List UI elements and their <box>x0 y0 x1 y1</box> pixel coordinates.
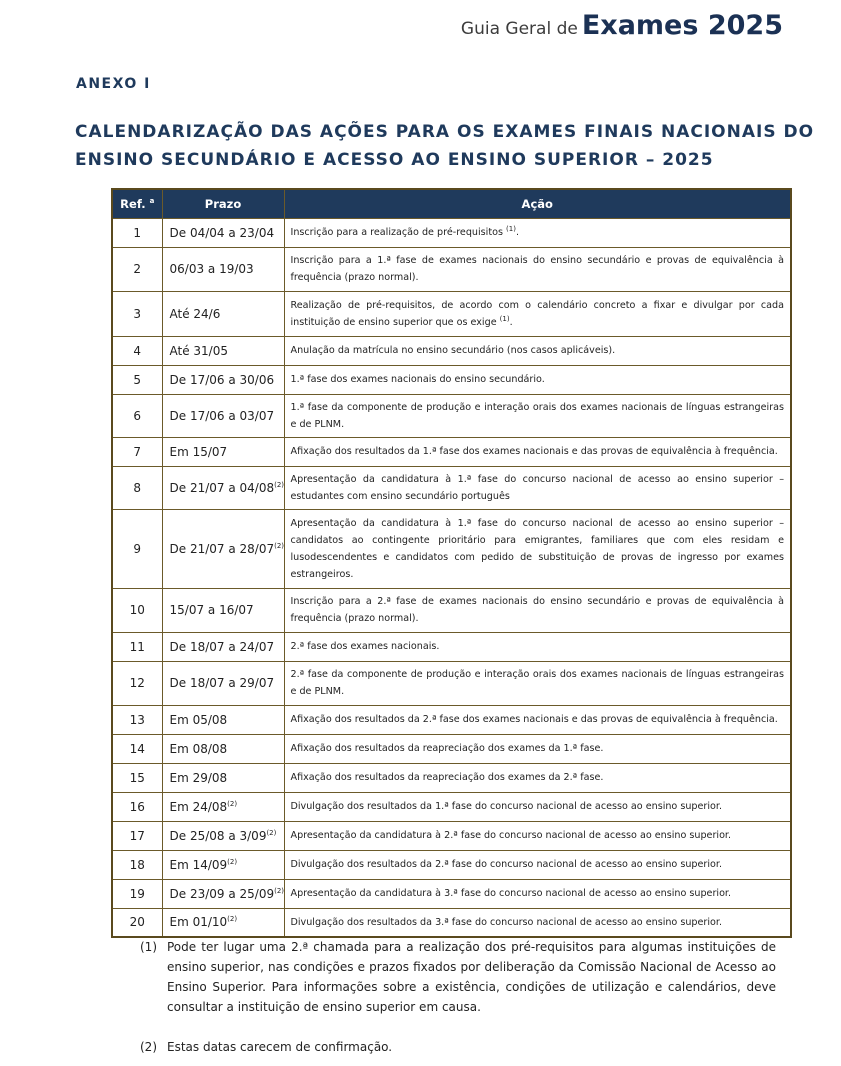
prazo-text: De 21/07 a 28/07 <box>169 541 275 556</box>
ref-cell: 1 <box>112 218 162 247</box>
table-row <box>112 437 791 466</box>
table-row <box>112 850 791 879</box>
prazo-text: 06/03 a 19/03 <box>169 262 254 276</box>
acao-cell <box>284 466 791 509</box>
table-row <box>112 734 791 763</box>
prazo-text: De 21/07 a 04/08 <box>169 480 275 495</box>
acao-cell <box>284 908 791 937</box>
ref-cell: 13 <box>112 705 162 734</box>
footnotes <box>140 937 776 1057</box>
prazo-cell <box>162 466 284 509</box>
acao-text: Afixação dos resultados da reapreciação dos exames da 1.ª fase. <box>290 743 604 754</box>
table-row <box>112 466 791 509</box>
ref-cell: 8 <box>112 466 162 509</box>
acao-text: Divulgação dos resultados da 3.ª fase do concurso nacional de acesso ao ensino superior. <box>290 916 723 928</box>
table-row <box>112 218 791 247</box>
prazo-note: (2) <box>227 915 238 924</box>
acao-cell <box>284 588 791 632</box>
table-row <box>112 908 791 937</box>
prazo-text: Em 05/08 <box>169 712 228 727</box>
header-prefix: Guia Geral de <box>460 19 578 39</box>
footnote-text: Pode ter lugar uma 2.ª chamada para a realização dos pré-requisitos para algumas instituições de ensino superior, nas condições e prazos fixados por deliberação da Comissão Nacional de Acesso ao Ensino Superior. Para informações sobre a existência, condições de utilização e calendários, deve consultar a instituição de ensino superior em causa. <box>167 940 776 1014</box>
acao-cell <box>284 879 791 908</box>
ref-cell: 12 <box>112 661 162 705</box>
acao-cell <box>284 218 791 247</box>
ref-cell: 16 <box>112 792 162 821</box>
footnote-text: Estas datas carecem de confirmação. <box>167 1040 393 1054</box>
ref-cell: 10 <box>112 588 162 632</box>
prazo-text: De 17/06 a 30/06 <box>169 372 275 387</box>
acao-cell <box>284 247 791 291</box>
acao-cell <box>284 291 791 336</box>
acao-cell <box>284 394 791 437</box>
header-title: Exames 2025 <box>581 10 783 41</box>
prazo-text: Em 15/07 <box>169 444 228 459</box>
prazo-cell <box>162 218 284 247</box>
prazo-note: (2) <box>274 480 285 489</box>
acao-note: (1) <box>499 314 510 323</box>
acao-cell <box>284 705 791 734</box>
acao-cell <box>284 734 791 763</box>
table-row <box>112 509 791 588</box>
acao-cell <box>284 632 791 661</box>
acao-text: 2.ª fase dos exames nacionais. <box>290 641 440 652</box>
footnote-number: (1) <box>140 940 157 954</box>
prazo-cell <box>162 365 284 394</box>
acao-cell <box>284 336 791 365</box>
acao-cell <box>284 763 791 792</box>
ref-cell: 15 <box>112 763 162 792</box>
prazo-text: De 17/06 a 03/07 <box>169 408 275 423</box>
acao-cell <box>284 365 791 394</box>
column-header-ref: Ref. $^a$ <box>112 189 162 218</box>
prazo-cell <box>162 291 284 336</box>
ref-cell: 17 <box>112 821 162 850</box>
prazo-text: De 23/09 a 25/09 <box>169 886 275 901</box>
ref-cell: 4 <box>112 336 162 365</box>
acao-text: Divulgação dos resultados da 2.ª fase do concurso nacional de acesso ao ensino superior. <box>290 859 723 870</box>
table-row <box>112 661 791 705</box>
prazo-cell <box>162 908 284 937</box>
table-row <box>112 821 791 850</box>
table-row <box>112 705 791 734</box>
acao-text: Apresentação da candidatura à 1.ª fase do concurso nacional de acesso ao ensino superior – estudantes com ensino secundário português <box>290 473 784 502</box>
calendar-table <box>111 188 792 938</box>
acao-text: 1.ª fase dos exames nacionais do ensino secundário. <box>290 374 545 385</box>
acao-text: Anulação da matrícula no ensino secundário (nos casos aplicáveis). <box>290 345 616 356</box>
ref-cell: 20 <box>112 908 162 937</box>
prazo-cell <box>162 437 284 466</box>
acao-cell <box>284 850 791 879</box>
prazo-note: (2) <box>227 857 238 866</box>
prazo-cell <box>162 509 284 588</box>
prazo-cell <box>162 850 284 879</box>
acao-text: Inscrição para a 2.ª fase de exames nacionais do ensino secundário e provas de equivalência à frequência (prazo normal). <box>290 596 784 624</box>
prazo-cell <box>162 632 284 661</box>
prazo-cell <box>162 763 284 792</box>
prazo-cell <box>162 705 284 734</box>
prazo-note: (2) <box>227 799 238 808</box>
acao-cell <box>284 437 791 466</box>
acao-text: Inscrição para a realização de pré-requisitos <box>290 227 503 238</box>
acao-note: (1) <box>506 224 516 233</box>
prazo-cell <box>162 734 284 763</box>
table-header-row <box>112 189 791 218</box>
ref-cell: 3 <box>112 291 162 336</box>
prazo-text: Em 01/10 <box>169 915 228 930</box>
table-row <box>112 632 791 661</box>
prazo-text: Em 08/08 <box>169 741 228 756</box>
column-header-acao: Ação <box>284 189 791 218</box>
prazo-text: Em 29/08 <box>169 770 228 785</box>
table-row <box>112 336 791 365</box>
prazo-text: De 04/04 a 23/04 <box>169 225 275 240</box>
acao-text: Afixação dos resultados da 2.ª fase dos exames nacionais e das provas de equivalência à frequência. <box>290 714 778 725</box>
ref-cell: 9 <box>112 509 162 588</box>
ref-cell: 11 <box>112 632 162 661</box>
table-row <box>112 588 791 632</box>
prazo-cell <box>162 247 284 291</box>
table-row <box>112 247 791 291</box>
acao-text: 1.ª fase da componente de produção e interação orais dos exames nacionais de línguas estrangeiras e de PLNM. <box>290 401 784 430</box>
acao-text: 2.ª fase da componente de produção e interação orais dos exames nacionais de línguas estrangeiras e de PLNM. <box>290 669 784 697</box>
ref-cell: 7 <box>112 437 162 466</box>
ref-cell: 14 <box>112 734 162 763</box>
ref-cell: 5 <box>112 365 162 394</box>
prazo-text: Até 31/05 <box>169 343 228 358</box>
acao-text: Inscrição para a 1.ª fase de exames nacionais do ensino secundário e provas de equivalência à frequência (prazo normal). <box>290 255 784 283</box>
acao-text: Apresentação da candidatura à 1.ª fase do concurso nacional de acesso ao ensino superior – candidatos ao contingente prioritário para emigrantes, familiares que com eles residam e lusodescendentes e candidatos com pedido de substituição de provas de ingresso por exames estrangeiros. <box>290 517 784 580</box>
footnote <box>140 1037 776 1057</box>
acao-text: Apresentação da candidatura à 2.ª fase do concurso nacional de acesso ao ensino superior. <box>290 830 732 841</box>
footnote <box>140 937 776 1017</box>
footnote-number: (2) <box>140 1040 157 1054</box>
prazo-note: (2) <box>274 541 285 550</box>
prazo-text: Em 24/08 <box>169 799 228 814</box>
acao-text: Afixação dos resultados da reapreciação dos exames da 2.ª fase. <box>290 772 604 783</box>
prazo-text: De 25/08 a 3/09 <box>169 828 267 843</box>
ref-cell: 6 <box>112 394 162 437</box>
prazo-note: (2) <box>266 828 277 837</box>
acao-cell <box>284 792 791 821</box>
prazo-text: De 18/07 a 29/07 <box>169 676 275 690</box>
prazo-text: De 18/07 a 24/07 <box>169 639 275 654</box>
table-row <box>112 394 791 437</box>
prazo-cell <box>162 336 284 365</box>
acao-text: Apresentação da candidatura à 3.ª fase do concurso nacional de acesso ao ensino superior. <box>290 888 732 899</box>
table-row <box>112 792 791 821</box>
prazo-cell <box>162 792 284 821</box>
prazo-cell <box>162 879 284 908</box>
prazo-note: (2) <box>274 886 285 895</box>
page-title: CALENDARIZAÇÃO DAS AÇÕES PARA OS EXAMES FINAIS NACIONAIS DO ENSINO SECUNDÁRIO E ACESSO AO ENSINO SUPERIOR – 2025 <box>75 122 815 170</box>
ref-cell: 19 <box>112 879 162 908</box>
prazo-cell <box>162 821 284 850</box>
annex-label: ANEXO I <box>76 76 151 92</box>
acao-cell <box>284 509 791 588</box>
table-row <box>112 365 791 394</box>
acao-text: Realização de pré-requisitos, de acordo com o calendário concreto a fixar e divulgar por cada instituição de ensino superior que os exige <box>290 299 784 328</box>
table-row <box>112 879 791 908</box>
prazo-text: Em 14/09 <box>169 857 228 872</box>
table-row <box>112 763 791 792</box>
ref-cell: 18 <box>112 850 162 879</box>
prazo-cell <box>162 588 284 632</box>
column-header-prazo: Prazo <box>162 189 284 218</box>
ref-cell: 2 <box>112 247 162 291</box>
acao-text: Divulgação dos resultados da 1.ª fase do concurso nacional de acesso ao ensino superior. <box>290 801 723 812</box>
table-row <box>112 291 791 336</box>
acao-end: . <box>515 227 520 238</box>
acao-cell <box>284 661 791 705</box>
acao-cell <box>284 821 791 850</box>
acao-end: . <box>509 316 513 328</box>
prazo-cell <box>162 661 284 705</box>
acao-text: Afixação dos resultados da 1.ª fase dos exames nacionais e das provas de equivalência à frequência. <box>290 446 778 457</box>
prazo-text: Até 24/6 <box>169 306 221 321</box>
prazo-cell <box>162 394 284 437</box>
page-header <box>461 10 783 41</box>
prazo-text: 15/07 a 16/07 <box>169 603 254 617</box>
